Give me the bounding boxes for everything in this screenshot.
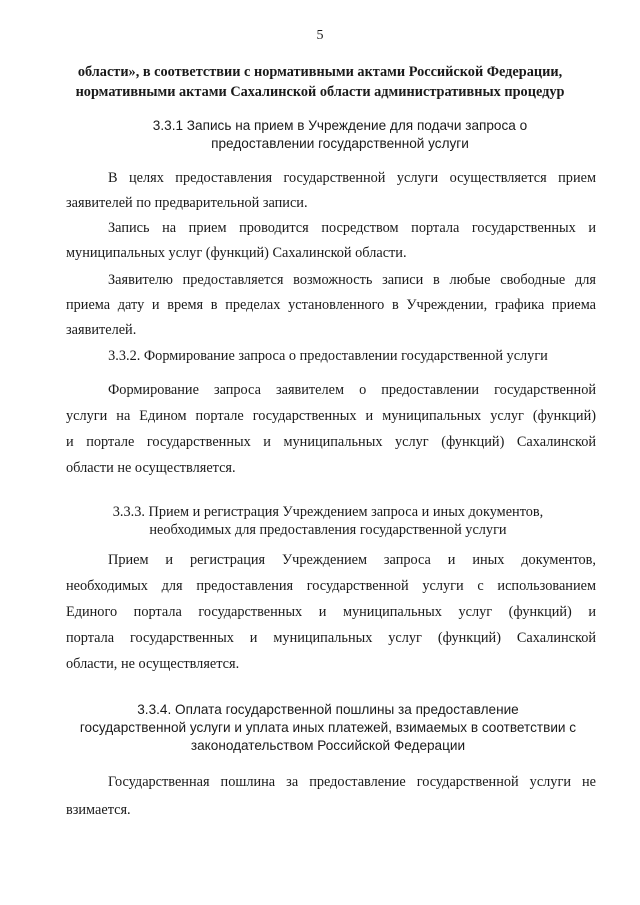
paragraph-line: заявителей. bbox=[66, 322, 137, 338]
paragraph-line: области, не осуществляется. bbox=[66, 656, 240, 672]
paragraph-line: муниципальных услуг (функций) Сахалинской области. bbox=[66, 245, 407, 261]
section-heading-3-3-1: предоставлении государственной услуги bbox=[211, 136, 469, 151]
paragraph-line: области не осуществляется. bbox=[66, 460, 236, 476]
intro-line: нормативными актами Сахалинской области административных процедур bbox=[75, 84, 565, 100]
paragraph-line: заявителей по предварительной записи. bbox=[66, 195, 308, 211]
paragraph-line: Запись на прием проводится посредством портала государственных и bbox=[108, 220, 596, 236]
paragraph-line: Прием и регистрация Учреждением запроса и иных документов, bbox=[108, 552, 596, 568]
paragraph-line: портала государственных и муниципальных услуг (функций) Сахалинской bbox=[66, 630, 596, 646]
section-heading-3-3-3: необходимых для предоставления государственной услуги bbox=[149, 522, 507, 538]
page-number: 5 bbox=[316, 28, 324, 43]
paragraph-line: В целях предоставления государственной услуги осуществляется прием bbox=[108, 170, 596, 186]
paragraph-line: и портале государственных и муниципальных услуг (функций) Сахалинской bbox=[66, 434, 596, 450]
paragraph-line: Формирование запроса заявителем о предоставлении государственной bbox=[108, 382, 596, 398]
paragraph-line: необходимых для предоставления государственной услуги с использованием bbox=[66, 578, 596, 594]
section-heading-3-3-1: 3.3.1 Запись на прием в Учреждение для подачи запроса о bbox=[152, 118, 528, 133]
section-heading-3-3-4: законодательством Российской Федерации bbox=[190, 738, 466, 753]
section-heading-3-3-4: 3.3.4. Оплата государственной пошлины за предоставление bbox=[137, 702, 519, 717]
section-heading-3-3-2: 3.3.2. Формирование запроса о предоставлении государственной услуги bbox=[108, 348, 548, 364]
paragraph-line: услуги на Едином портале государственных и муниципальных услуг (функций) bbox=[66, 408, 596, 424]
paragraph-line: Заявителю предоставляется возможность записи в любые свободные для bbox=[108, 272, 596, 288]
section-heading-3-3-4: государственной услуги и уплата иных платежей, взимаемых в соответствии с bbox=[79, 720, 577, 735]
paragraph-line: Единого портала государственных и муниципальных услуг (функций) и bbox=[66, 604, 596, 620]
paragraph-line: взимается. bbox=[66, 802, 131, 818]
section-heading-3-3-3: 3.3.3. Прием и регистрация Учреждением запроса и иных документов, bbox=[112, 504, 544, 520]
paragraph-line: приема дату и время в пределах установленного в Учреждении, графика приема bbox=[66, 297, 596, 313]
paragraph-line: Государственная пошлина за предоставление государственной услуги не bbox=[108, 774, 596, 790]
intro-line: области», в соответствии с нормативными актами Российской Федерации, bbox=[77, 64, 563, 80]
